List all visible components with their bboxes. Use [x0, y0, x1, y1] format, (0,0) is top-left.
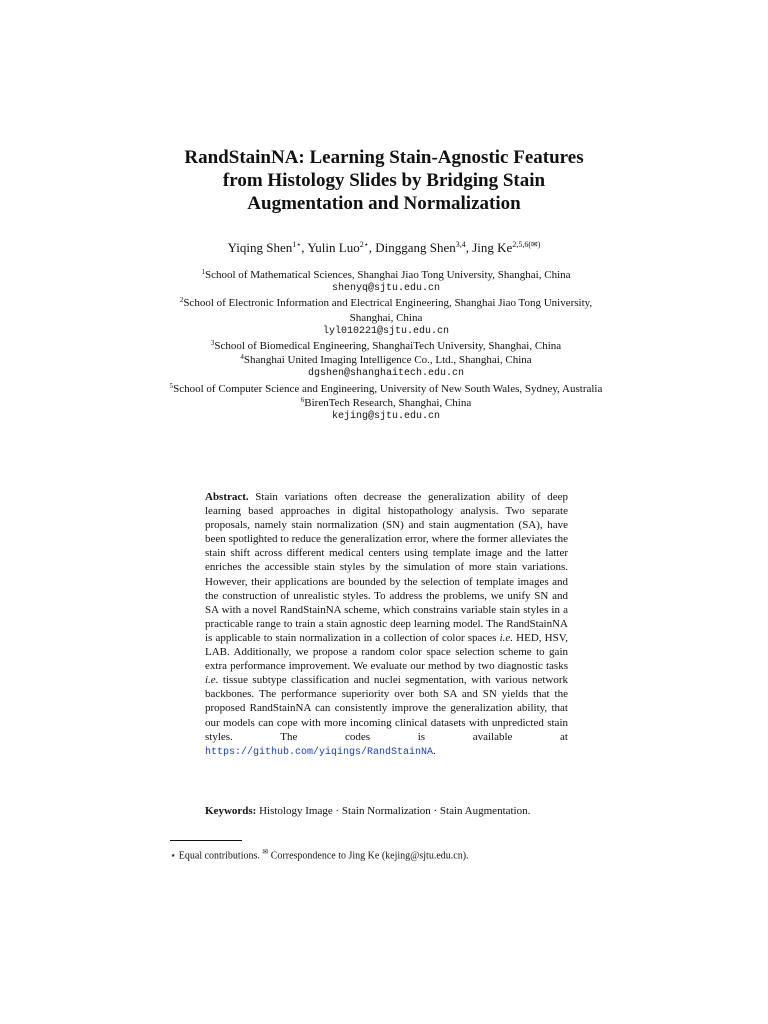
abstract-end: .: [433, 744, 436, 757]
affiliation: [160, 268, 612, 282]
abstract-text: HED, HSV, LAB. Additionally, we propose a random color space selection scheme to gain extra performance improvement. We evaluate our method by two diagnostic tasks: [205, 631, 568, 673]
affiliation: [160, 339, 612, 353]
affiliation-mark: 1: [201, 268, 205, 276]
author-name: Yulin Luo: [307, 240, 360, 255]
abstract-text: Stain variations often decrease the generalization ability of deep learning based approaches in digital histopathology analysis. Two separate proposals, namely stain normalization (SN) and stain augmentation (SA), have been spotlighted to reduce the generalization error, where the former alleviates the stain shift across different medical centers using template image and the latter enriches the accessible stain styles by the simulation of more stain variations. However, their applications are bounded by the selection of template images and the construction of unrealistic styles. To address the problems, we unify SN and SA with a novel RandStainNA scheme, which constrains variable stain styles in a practicable range to train a stain agnostic deep learning model. The RandStainNA is applicable to stain normalization in a collection of color spaces: [205, 491, 569, 644]
author-mark: 3,4: [455, 240, 466, 249]
keywords: [205, 804, 568, 818]
affiliations: [160, 268, 612, 424]
footnote-rule: [170, 840, 242, 841]
title-line: Augmentation and Normalization: [247, 193, 521, 214]
code-link[interactable]: https://github.com/yiqings/RandStainNA: [205, 746, 434, 758]
affiliation: [160, 382, 612, 396]
author-list: Yiqing Shen$^{1⋆}$, Yulin Luo$^{2⋆}$, Dinggang Shen$^{3,4}$, Jing $Ke^{2,5,6(✉)}$: [227, 240, 541, 255]
affiliation-text: School of Electronic Information and Electrical Engineering, Shanghai Jiao Tong University, Shanghai, China: [183, 297, 593, 324]
affiliation: [160, 396, 612, 410]
affiliation-mark: 6: [300, 395, 305, 404]
affiliation-mark: 4: [240, 353, 244, 362]
footnote: [170, 846, 590, 862]
affiliation-text: School of Biomedical Engineering, ShanghaiTech University, Shanghai, China: [214, 340, 562, 353]
author-name: Jing Ke: [472, 240, 513, 255]
author-mark: 1⋆: [292, 240, 302, 249]
abstract-ie: i.e.: [499, 631, 514, 644]
abstract-label: Abstract.: [205, 491, 249, 503]
affiliation-email: dgshen@shanghaitech.edu.cn: [307, 368, 465, 380]
affiliation-text: School of Mathematical Sciences, Shanghai Jiao Tong University, Shanghai, China: [204, 269, 571, 281]
abstract-text: tissue subtype classification and nuclei segmentation, with various network backbones. The performance superiority over both SA and SN yields that the proposed RandStainNA can consistently improve the generalization ability, that our models can cope with more incoming clinical datasets with unpredicted stain styles. The codes is available at: [205, 674, 568, 743]
affiliation: [160, 353, 612, 367]
author-mark: 2⋆: [359, 240, 369, 249]
envelope-icon: ✉: [262, 848, 269, 856]
author-name: Dinggang Shen: [375, 240, 456, 255]
paper-title: [0, 146, 768, 215]
footnote-mark: ⋆: [170, 850, 177, 862]
affiliation-text: School of Computer Science and Engineering, University of New South Wales, Sydney, Australia: [173, 382, 603, 395]
keywords-text: Histology Image · Stain Normalization · Stain Augmentation.: [259, 805, 531, 817]
footnote-text: Equal contributions.: [178, 850, 260, 862]
affiliation-email: lyl010221@sjtu.edu.cn: [322, 325, 450, 337]
author-mark: 2,5,6(✉): [512, 240, 541, 249]
title-line: from Histology Slides by Bridging Stain: [222, 170, 546, 191]
keywords-label: Keywords:: [205, 805, 257, 817]
affiliation-email: shenyq@sjtu.edu.cn: [331, 283, 441, 295]
abstract-ie: i.e.: [205, 674, 219, 687]
affiliation-email: kejing@sjtu.edu.cn: [331, 411, 441, 423]
affiliation-text: BirenTech Research, Shanghai, China: [304, 396, 472, 409]
footnote-text: Correspondence to Jing Ke (kejing@sjtu.edu.cn).: [270, 850, 469, 862]
affiliation-text: Shanghai United Imaging Intelligence Co., Ltd., Shanghai, China: [243, 354, 532, 367]
affiliation-mark: 2: [179, 296, 184, 305]
affiliation: [160, 296, 612, 324]
abstract: [205, 490, 568, 760]
author-name: Yiqing Shen: [227, 240, 293, 255]
affiliation-mark: 5: [169, 381, 174, 390]
affiliation-mark: 3: [210, 339, 215, 348]
title-line: RandStainNA: Learning Stain-Agnostic Features: [184, 147, 584, 168]
